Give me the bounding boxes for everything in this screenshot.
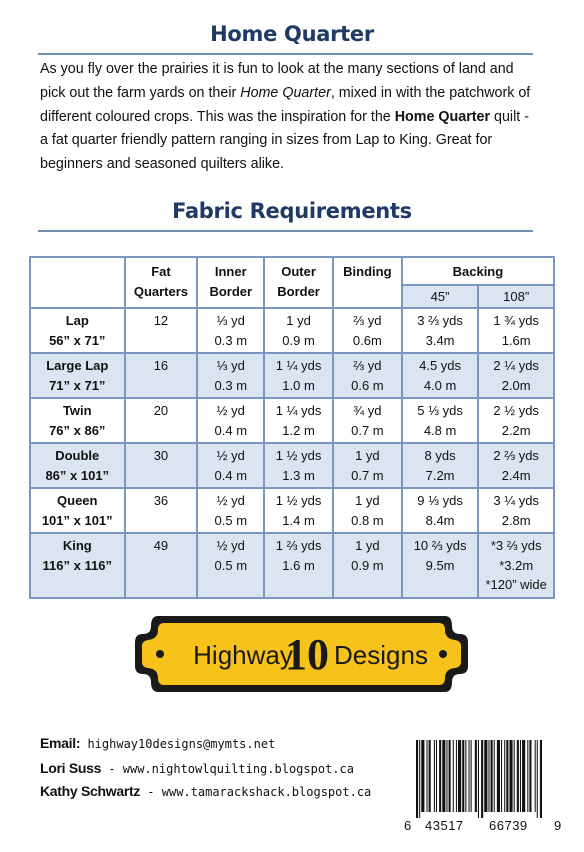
cell-line: 1 ½ yds <box>275 493 322 508</box>
barcode-bar <box>446 740 447 812</box>
intro-paragraph <box>40 58 540 177</box>
cell-line: Lap <box>65 313 89 328</box>
size-cell <box>30 398 125 443</box>
cell-line: 8.4m <box>425 512 455 528</box>
section-divider <box>38 230 533 232</box>
barcode-bar <box>421 740 424 812</box>
inner-border-cell <box>197 488 264 533</box>
cell-line: 49 <box>153 538 169 553</box>
cell-line: ⅓ yd <box>216 313 245 328</box>
barcode-bar <box>501 740 502 812</box>
backing-45-cell <box>402 353 479 398</box>
fabric-requirements-table <box>29 256 555 599</box>
cell-line: 9.5m <box>425 557 455 573</box>
cell-line: 0.4 m <box>214 467 248 483</box>
kathy-website-link[interactable]: www.tamarackshack.blogspot.ca <box>161 785 372 799</box>
barcode-bar <box>429 740 431 812</box>
contact-email <box>40 735 275 751</box>
outer-border-cell <box>264 488 333 533</box>
inner-border-cell <box>197 443 264 488</box>
cell-line: King <box>62 538 92 553</box>
header-row <box>30 257 554 285</box>
header-fat-quarters: Fat Quarters <box>125 257 198 308</box>
barcode-digit-4: 9 <box>554 818 562 833</box>
backing-45-cell <box>402 308 479 353</box>
header-backing-108: 108” <box>478 285 554 309</box>
backing-108-cell <box>478 308 554 353</box>
cell-line: 2.4m <box>501 467 531 483</box>
cell-line: Double <box>55 448 100 463</box>
fat-quarters-cell <box>125 488 198 533</box>
cell-line: 3.4m <box>425 332 455 348</box>
intro-bold: Home Quarter <box>394 108 491 125</box>
backing-108-cell <box>478 398 554 443</box>
backing-108-cell <box>478 488 554 533</box>
binding-cell <box>333 443 402 488</box>
backing-108-cell <box>478 533 554 598</box>
cell-line: 0.5 m <box>214 512 248 528</box>
size-cell <box>30 353 125 398</box>
cell-line: ½ yd <box>216 493 245 508</box>
section-title: Fabric Requirements <box>172 199 412 223</box>
fat-quarters-cell <box>125 533 198 598</box>
cell-line: 101” x 101” <box>41 512 113 528</box>
cell-line: ½ yd <box>216 448 245 463</box>
fat-quarters-cell <box>125 353 198 398</box>
cell-line: Queen <box>57 493 98 508</box>
lori-website-link[interactable]: www.nightowlquilting.blogspot.ca <box>122 762 354 776</box>
cell-line: 0.7 m <box>351 422 384 438</box>
barcode-bar <box>458 740 461 812</box>
inner-border-cell <box>197 398 264 443</box>
cell-line: 1 yd <box>355 538 380 553</box>
kathy-label: Kathy Schwartz <box>40 783 141 799</box>
title-divider <box>38 53 533 55</box>
fat-quarters-cell <box>125 398 198 443</box>
barcode-bar <box>488 740 489 812</box>
header-binding: Binding <box>333 257 402 308</box>
barcode-bar <box>456 740 457 812</box>
cell-line: 0.8 m <box>351 512 384 528</box>
cell-line: 71” x 71” <box>49 377 106 393</box>
barcode-bar <box>465 740 466 812</box>
barcode-bar <box>506 740 508 812</box>
barcode-bar <box>522 740 525 812</box>
cell-line: 76” x 86” <box>49 422 106 438</box>
cell-line: 1 ¾ yds <box>493 313 539 328</box>
table-row <box>30 533 554 598</box>
size-cell <box>30 443 125 488</box>
intro-italic: Home Quarter <box>240 84 331 101</box>
cell-line: 2 ¼ yds <box>493 358 539 373</box>
barcode-bar <box>427 740 428 812</box>
barcode-bar <box>416 740 418 818</box>
cell-line: 1 ⅔ yds <box>275 538 322 553</box>
intro-text-1: As you fly over the prairies it is fun to look at the many sections of land and pick out the farm yards on their <box>40 61 514 101</box>
binding-cell <box>333 353 402 398</box>
cell-line: 2.0m <box>501 377 531 393</box>
highway-10-designs-logo <box>130 606 473 702</box>
size-cell <box>30 533 125 598</box>
cell-line: 0.6 m <box>351 377 384 393</box>
contact-kathy <box>40 783 371 799</box>
cell-line: 1.4 m <box>282 512 315 528</box>
page-title: Home Quarter <box>210 22 374 46</box>
barcode-bar <box>449 740 451 812</box>
lori-label: Lori Suss <box>40 760 102 776</box>
cell-line: 1 yd <box>355 448 380 463</box>
barcode-bar <box>520 740 521 812</box>
cell-line: 8 yds <box>424 448 456 463</box>
barcode-bar <box>436 740 437 812</box>
cell-line: 1 yd <box>286 313 311 328</box>
cell-line: 3 ⅔ yds <box>417 313 463 328</box>
barcode-bar <box>434 740 435 812</box>
barcode-bar <box>471 740 472 812</box>
cell-line: 116” x 116” <box>42 557 112 573</box>
fat-quarters-cell <box>125 443 198 488</box>
header-backing-45: 45” <box>402 285 479 309</box>
cell-line: 1.6m <box>501 332 531 348</box>
cell-line: 86” x 101” <box>45 467 110 483</box>
barcode-bar <box>509 740 512 812</box>
cell-line: 16 <box>153 358 169 373</box>
cell-line: 4.0 m <box>423 377 457 393</box>
intro-text-3: quilt - a fat quarter friendly pattern ranging in sizes from Lap to King. Great for beginners and seasoned quilters alike. <box>40 108 529 173</box>
cell-line: 9 ⅓ yds <box>417 493 463 508</box>
logo-number: 10 <box>285 630 329 679</box>
binding-cell <box>333 488 402 533</box>
cell-line: *3 ⅔ yds <box>490 538 542 553</box>
contact-lori <box>40 760 354 776</box>
binding-cell <box>333 533 402 598</box>
binding-cell <box>333 308 402 353</box>
cell-line: 3 ¼ yds <box>493 493 539 508</box>
header-outer-border: Outer Border <box>264 257 333 308</box>
cell-line: ¾ yd <box>353 403 382 418</box>
barcode-bar <box>439 740 441 812</box>
cell-line: 7.2m <box>425 467 455 483</box>
header-size <box>30 257 125 308</box>
kathy-dash: - <box>140 785 162 799</box>
intro-text-2: , mixed in with the patchwork of different coloured crops. This was the inspiration for the <box>40 84 531 125</box>
cell-line: 56” x 71” <box>49 332 106 348</box>
barcode-bar <box>540 740 542 818</box>
cell-line: 1 ¼ yds <box>275 358 322 373</box>
cell-line: 4.8 m <box>423 422 457 438</box>
inner-border-cell <box>197 533 264 598</box>
cell-line: 0.3 m <box>214 332 248 348</box>
size-cell <box>30 308 125 353</box>
cell-line: 2 ⅔ yds <box>493 448 539 463</box>
cell-line: 0.4 m <box>214 422 248 438</box>
barcode-bar <box>475 740 477 812</box>
barcode-digits-2: 43517 <box>425 818 464 833</box>
cell-line: 2.8m <box>501 512 531 528</box>
outer-border-cell <box>264 353 333 398</box>
barcode-bar <box>478 740 479 818</box>
cell-line: 0.9 m <box>351 557 384 573</box>
cell-line: 36 <box>153 493 169 508</box>
cell-line: 30 <box>153 448 169 463</box>
barcode-bar <box>469 740 470 812</box>
outer-border-cell <box>264 308 333 353</box>
cell-line: *120” wide <box>485 577 547 592</box>
cell-line: 0.5 m <box>214 557 248 573</box>
cell-line: 0.7 m <box>351 467 384 483</box>
inner-border-cell <box>197 353 264 398</box>
cell-line: ½ yd <box>216 403 245 418</box>
backing-45-cell <box>402 398 479 443</box>
barcode-bar <box>453 740 454 812</box>
barcode-bar <box>527 740 528 812</box>
barcode-bar <box>494 740 495 812</box>
barcode-bar <box>517 740 519 812</box>
cell-line: 4.5 yds <box>419 358 462 373</box>
barcode-bar <box>504 740 505 812</box>
outer-border-cell <box>264 443 333 488</box>
binding-cell <box>333 398 402 443</box>
cell-line: Twin <box>62 403 92 418</box>
cell-line: 0.9 m <box>282 332 315 348</box>
table-row <box>30 353 554 398</box>
barcode-digit-1: 6 <box>404 818 412 833</box>
upc-barcode <box>414 740 544 818</box>
email-link[interactable]: highway10designs@mymts.net <box>87 737 276 751</box>
cell-line: Large Lap <box>46 358 109 373</box>
lori-dash: - <box>101 762 123 776</box>
cell-line: *3.2m <box>499 557 534 573</box>
cell-line: 1 ½ yds <box>275 448 322 463</box>
cell-line: 0.3 m <box>214 377 248 393</box>
barcode-bar <box>481 740 483 818</box>
cell-line: 10 ⅔ yds <box>413 538 467 553</box>
barcode-bar <box>497 740 500 812</box>
table-row <box>30 443 554 488</box>
barcode-bar <box>491 740 493 812</box>
cell-line: ⅓ yd <box>216 358 245 373</box>
cell-line: 1.3 m <box>282 467 315 483</box>
barcode-bar <box>535 740 536 812</box>
outer-border-cell <box>264 533 333 598</box>
cell-line: ½ yd <box>216 538 245 553</box>
barcode-bar <box>537 740 538 818</box>
logo-word-designs: Designs <box>334 640 428 670</box>
table-row <box>30 308 554 353</box>
cell-line: 1 ¼ yds <box>275 403 322 418</box>
cell-line: 20 <box>153 403 169 418</box>
cell-line: 0.6m <box>352 332 382 348</box>
outer-border-cell <box>264 398 333 443</box>
cell-line: 1.6 m <box>282 557 315 573</box>
cell-line: 2 ½ yds <box>493 403 539 418</box>
cell-line: 2.2m <box>501 422 531 438</box>
backing-45-cell <box>402 443 479 488</box>
barcode-bar <box>442 740 445 812</box>
table-row <box>30 488 554 533</box>
barcode-bar <box>514 740 515 812</box>
backing-45-cell <box>402 488 479 533</box>
backing-45-cell <box>402 533 479 598</box>
size-cell <box>30 488 125 533</box>
header-backing: Backing <box>402 257 554 285</box>
backing-108-cell <box>478 353 554 398</box>
barcode-bar <box>529 740 531 812</box>
barcode-bar <box>484 740 487 812</box>
barcode-bar <box>419 740 420 818</box>
cell-line: 1 yd <box>355 493 380 508</box>
cell-line: ⅔ yd <box>353 313 382 328</box>
inner-border-cell <box>197 308 264 353</box>
backing-108-cell <box>478 443 554 488</box>
fat-quarters-cell <box>125 308 198 353</box>
header-inner-border: Inner Border <box>197 257 264 308</box>
cell-line: 12 <box>153 313 169 328</box>
cell-line: 5 ⅓ yds <box>417 403 463 418</box>
barcode-digits-3: 66739 <box>489 818 528 833</box>
logo-word-highway: Highway <box>193 640 293 670</box>
cell-line: 1.2 m <box>282 422 315 438</box>
barcode-bar <box>462 740 464 812</box>
table-row <box>30 398 554 443</box>
email-label: Email: <box>40 735 81 751</box>
cell-line: ⅔ yd <box>353 358 382 373</box>
cell-line: 1.0 m <box>282 377 315 393</box>
